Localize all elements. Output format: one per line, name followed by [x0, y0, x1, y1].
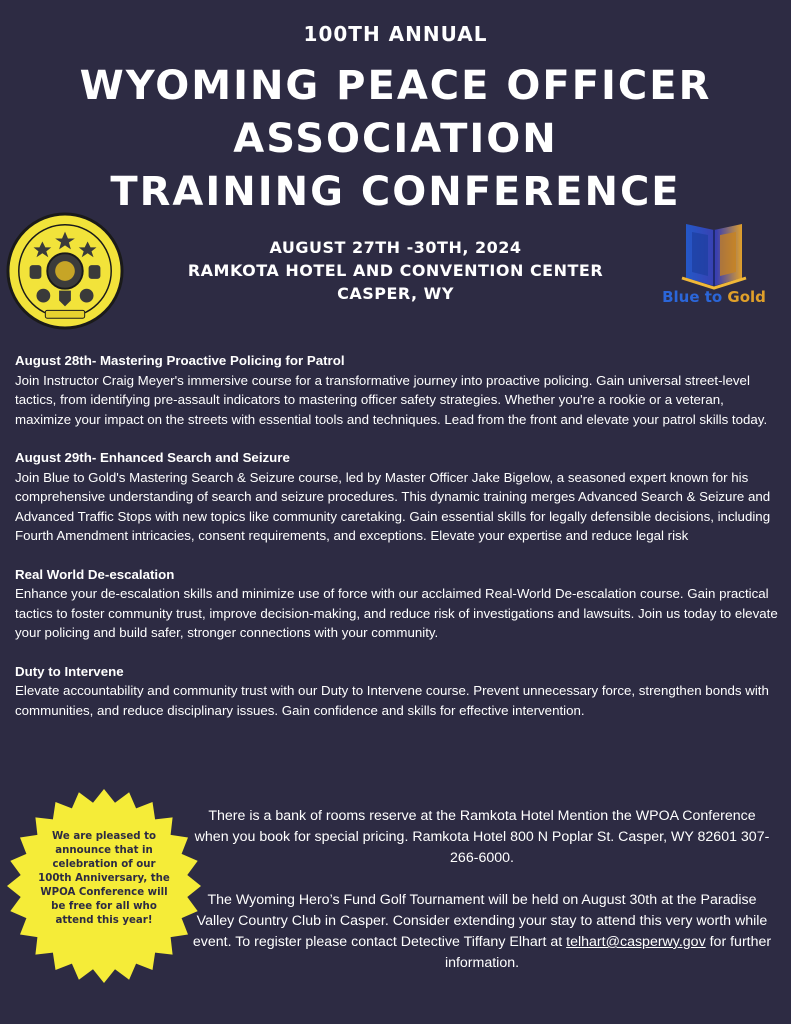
wordmark-gold: Gold [727, 288, 766, 306]
session-title: August 28th- Mastering Proactive Policing for Patrol [15, 353, 345, 368]
session-title: August 29th- Enhanced Search and Seizure [15, 450, 290, 465]
wpoa-seal-icon [6, 212, 124, 330]
session-description: Elevate accountability and community trust with our Duty to Intervene course. Prevent unnecessary force, strengthen bonds with communities, and reduce disciplinary issues. Gain confidence and skills for effective intervention. [15, 683, 769, 718]
session-description: Join Instructor Craig Meyer's immersive course for a transformative journey into proactive policing. Gain universal street-level tactics, from identifying pre-assault indicators to mastering officer safety strategies. Whether you're a rookie or a veteran, maximize your impact on the streets with essential tools and techniques. Lead from the front and elevate your patrol skills today. [15, 372, 768, 427]
session-description: Join Blue to Gold's Mastering Search & Seizure course, led by Master Officer Jake Bigelow, a seasoned expert known for his comprehensive understanding of search and seizure procedures. This dynamic training merges Advanced Search & Seizure and Advanced Traffic Stops with new topics like community caretaking. Gain essential skills for legally defensible decisions, including Fourth Amendment intricacies, consent requirements, and exceptions. Elevate your expertise and reduce legal risk [15, 469, 771, 543]
title-line-1: WYOMING PEACE OFFICER [79, 63, 712, 109]
session-title: Duty to Intervene [15, 663, 124, 679]
session-item [15, 448, 778, 546]
event-venue: RAMKOTA HOTEL AND CONVENTION CENTER [187, 261, 604, 280]
session-description: Enhance your de-escalation skills and minimize use of force with our acclaimed Real-World De-escalation course. Gain practical tactics to foster community trust, improve decision-making, and reduce risk of investigations and lawsuits. Join us today to elevate your policing and build safer, stronger connections with your community. [15, 586, 778, 640]
annual-heading: 100TH ANNUAL [303, 22, 488, 46]
sessions-list [15, 351, 778, 739]
session-item [15, 351, 778, 429]
event-city: CASPER, WY [337, 284, 454, 303]
footer-info [192, 806, 772, 995]
event-dates: AUGUST 27TH -30TH, 2024 [269, 238, 522, 257]
wordmark-blue: Blue [662, 288, 700, 306]
conference-title [0, 60, 791, 219]
anniversary-announcement: We are pleased to announce that in celebration of our 100th Anniversary, the WPOA Conference will be free for all who attend this year! [38, 831, 170, 926]
title-line-3: TRAINING CONFERENCE [110, 169, 681, 215]
hotel-info: There is a bank of rooms reserve at the Ramkota Hotel Mention the WPOA Conference when you book for special pricing. Ramkota Hotel 800 N Poplar St. Casper, WY 82601 307-266-6000. [194, 808, 770, 866]
golf-suffix: for further information. [444, 934, 772, 971]
golf-info [192, 890, 772, 974]
contact-email-link[interactable]: telhart@casperwy.gov [566, 934, 706, 950]
title-line-2: ASSOCIATION [233, 116, 558, 162]
wordmark-to: to [699, 288, 728, 306]
event-info [120, 236, 671, 305]
golf-text: The Wyoming Hero’s Fund Golf Tournament will be held on August 30th at the Paradise Valley Country Club in Casper. Consider extending your stay to attend this very worth while event. To register please contact Detective Tiffany Elhart at [192, 892, 768, 950]
session-title: Real World De-escalation [15, 566, 175, 582]
session-item [15, 662, 778, 721]
session-item [15, 565, 778, 643]
